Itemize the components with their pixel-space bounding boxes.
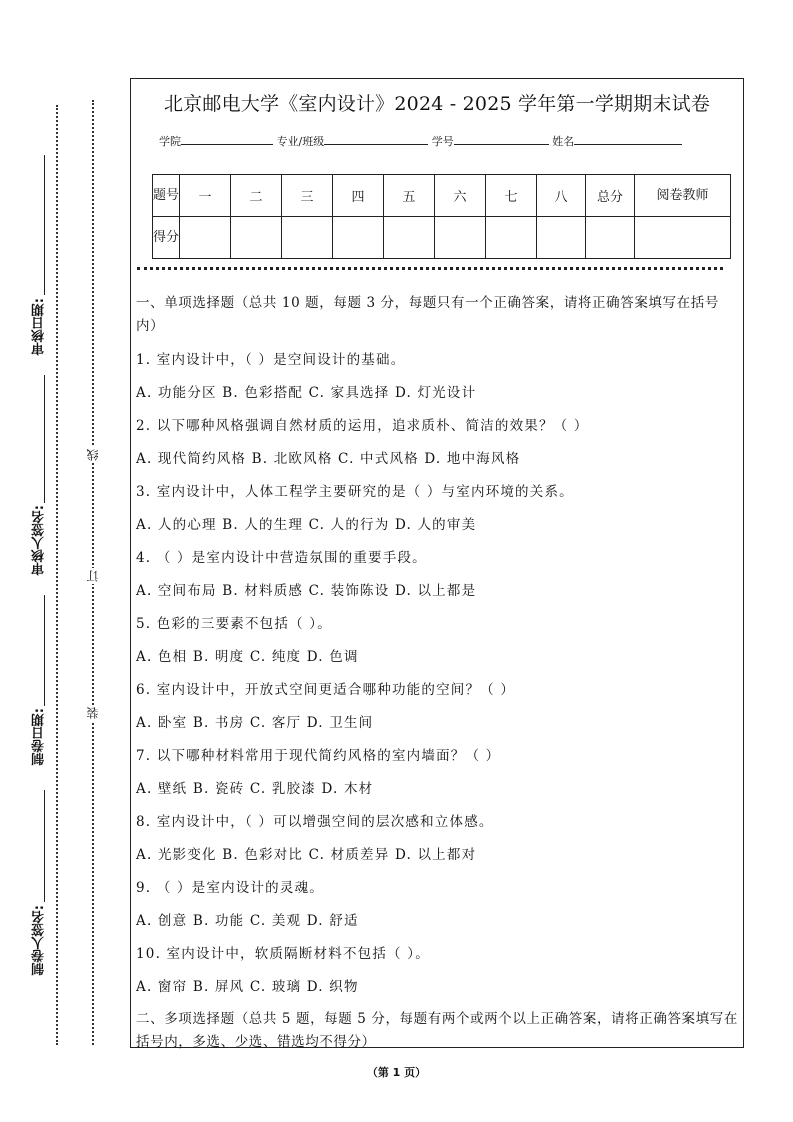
major-class-field[interactable]: [324, 133, 428, 145]
score-col-4: 四: [333, 175, 384, 217]
exam-content: [136, 292, 740, 1054]
score-col-grader: 阅卷教师: [635, 175, 731, 217]
score-cell[interactable]: [333, 217, 384, 259]
reviewer-sign-label: 审核人签名:: [32, 505, 47, 576]
header-dotted-divider: [137, 267, 723, 270]
exam-title: 北京邮电大学《室内设计》2024 - 2025 学年第一学期期末试卷: [163, 93, 711, 115]
student-info-line: [159, 133, 682, 149]
question-1-options: A. 功能分区 B. 色彩搭配 C. 家具选择 D. 灯光设计: [136, 385, 477, 401]
review-date-label: 审核日期:: [32, 298, 47, 356]
make-date-label: 制卷日期:: [32, 708, 47, 766]
score-cell[interactable]: [231, 217, 282, 259]
question-2: 2. 以下哪种风格强调自然材质的运用，追求质朴、简洁的效果？（ ）: [136, 418, 589, 434]
question-10-options: A. 窗帘 B. 屏风 C. 玻璃 D. 织物: [136, 979, 359, 995]
question-6-options: A. 卧室 B. 书房 C. 客厅 D. 卫生间: [136, 715, 374, 731]
score-col-3: 三: [282, 175, 333, 217]
score-cell[interactable]: [586, 217, 635, 259]
question-6: 6. 室内设计中，开放式空间更适合哪种功能的空间？（ ）: [136, 682, 516, 698]
question-9: 9. （ ）是室内设计的灵魂。: [136, 880, 324, 896]
score-cell[interactable]: [537, 217, 586, 259]
exam-frame: [130, 78, 744, 1048]
score-col-total: 总分: [586, 175, 635, 217]
question-9-options: A. 创意 B. 功能 C. 美观 D. 舒适: [136, 913, 359, 929]
student-id-field[interactable]: [454, 133, 549, 145]
question-5-options: A. 色相 B. 明度 C. 纯度 D. 色调: [136, 649, 359, 665]
question-10: 10. 室内设计中，软质隔断材料不包括（ ）。: [136, 946, 430, 962]
question-3: 3. 室内设计中，人体工程学主要研究的是（ ）与室内环境的关系。: [136, 484, 574, 500]
cut-dotted-line: [56, 105, 58, 1045]
score-cell[interactable]: [282, 217, 333, 259]
maker-sign-label: 制卷人签名:: [32, 905, 47, 976]
score-table: [152, 174, 731, 259]
college-field[interactable]: [181, 133, 273, 145]
question-5: 5. 色彩的三要素不包括（ ）。: [136, 616, 332, 632]
question-4: 4. （ ）是室内设计中营造氛围的重要手段。: [136, 550, 427, 566]
question-7-options: A. 壁纸 B. 瓷砖 C. 乳胶漆 D. 木材: [136, 781, 374, 797]
binding-margin: [0, 0, 125, 1122]
name-field[interactable]: [574, 133, 682, 145]
score-col-1: 一: [180, 175, 231, 217]
score-col-6: 六: [435, 175, 486, 217]
question-7: 7. 以下哪种材料常用于现代简约风格的室内墙面？（ ）: [136, 748, 501, 764]
score-cell[interactable]: [180, 217, 231, 259]
score-cell[interactable]: [635, 217, 731, 259]
binding-char-line: 线: [86, 449, 100, 461]
student-id-label: 学号: [431, 135, 454, 148]
question-1: 1. 室内设计中，（ ）是空间设计的基础。: [136, 352, 406, 368]
major-class-label: 专业/班级: [276, 135, 325, 148]
section1-heading: 一、单项选择题（总共 10 题，每题 3 分，每题只有一个正确答案，请将正确答案填写在括号内）: [136, 295, 719, 334]
binding-char-order: 订: [86, 570, 100, 582]
question-number-header: 题号: [153, 175, 180, 217]
reviewer-sign-line: [44, 375, 45, 503]
score-cell[interactable]: [435, 217, 486, 259]
score-col-2: 二: [231, 175, 282, 217]
question-8-options: A. 光影变化 B. 色彩对比 C. 材质差异 D. 以上都对: [136, 847, 477, 863]
name-label: 姓名: [552, 135, 575, 148]
question-8: 8. 室内设计中，（ ）可以增强空间的层次感和立体感。: [136, 814, 494, 830]
score-col-5: 五: [384, 175, 435, 217]
score-col-8: 八: [537, 175, 586, 217]
score-col-7: 七: [486, 175, 537, 217]
question-3-options: A. 人的心理 B. 人的生理 C. 人的行为 D. 人的审美: [136, 517, 477, 533]
make-date-line: [44, 595, 45, 706]
section2-heading: 二、多项选择题（总共 5 题，每题 5 分，每题有两个或两个以上正确答案，请将正确答案填写在括号内，多选、少选、错选均不得分）: [136, 1011, 738, 1050]
score-row-header: 得分: [153, 217, 180, 259]
score-cell[interactable]: [486, 217, 537, 259]
college-label: 学院: [159, 135, 181, 148]
score-cell[interactable]: [384, 217, 435, 259]
question-4-options: A. 空间布局 B. 材料质感 C. 装饰陈设 D. 以上都是: [136, 583, 477, 599]
page-number: （第 1 页）: [366, 1066, 427, 1079]
review-date-line: [44, 155, 45, 295]
question-2-options: A. 现代简约风格 B. 北欧风格 C. 中式风格 D. 地中海风格: [136, 451, 521, 467]
maker-sign-line: [44, 790, 45, 902]
binding-char-fold: 装: [86, 707, 100, 719]
